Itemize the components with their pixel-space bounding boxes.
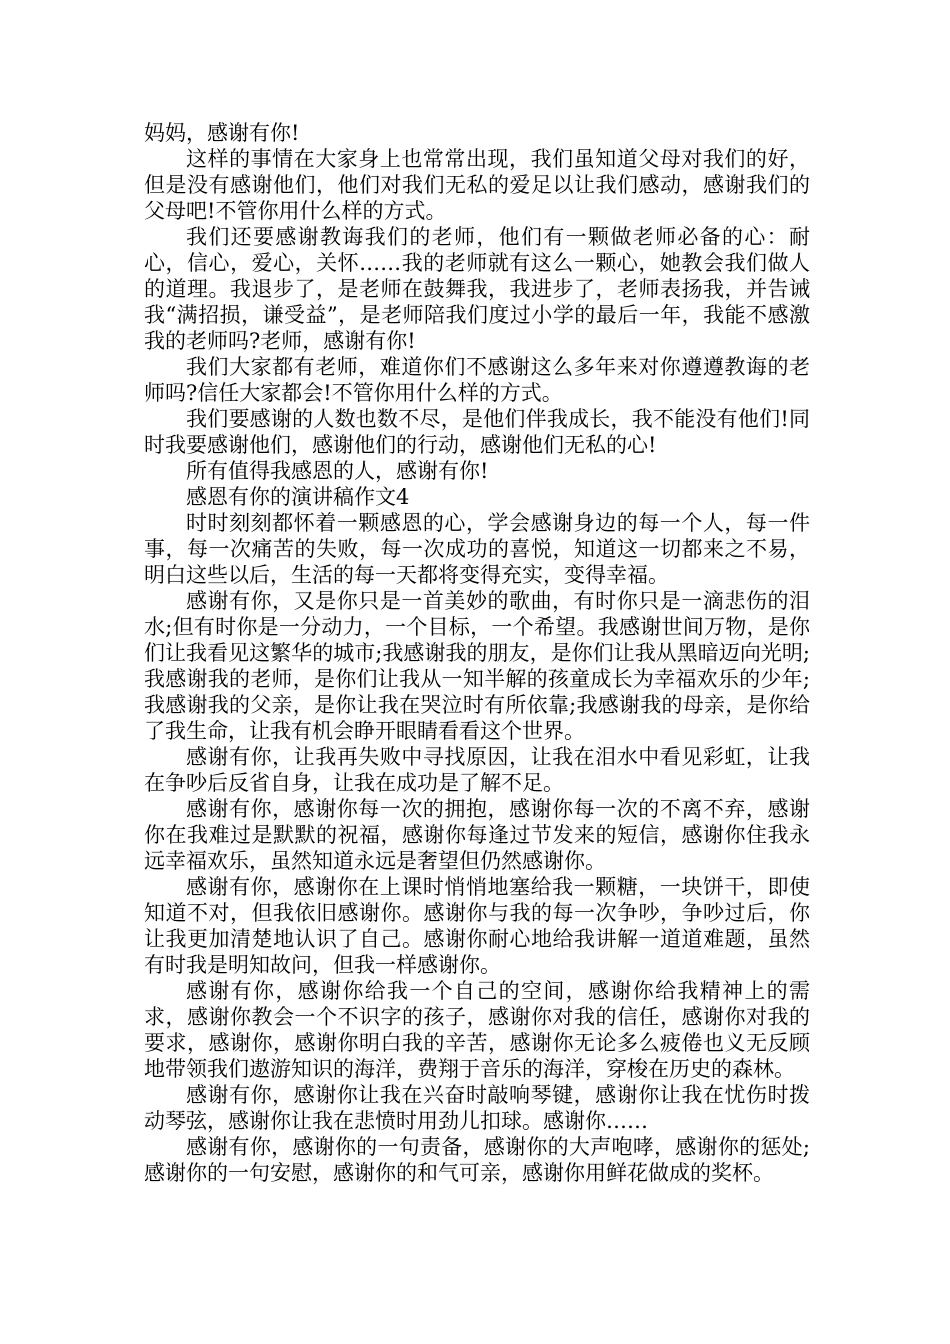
document-page: [144, 120, 810, 1186]
paragraph: 我们大家都有老师，难道你们不感谢这么多年来对你遵遵教诲的老师吗?信任大家都会!不管你用什么样的方式。: [144, 355, 810, 405]
paragraph: 我们还要感谢教诲我们的老师，他们有一颗做老师必备的心：耐心，信心，爱心，关怀……我的老师就有这么一颗心，她教会我们做人的道理。我退步了，是老师在鼓舞我，我进步了，老师表扬我，并告诫我“满招损，谦受益”，是老师陪我们度过小学的最后一年，我能不感激我的老师吗?老师，感谢有你!: [144, 225, 810, 353]
paragraph-closing-line: 妈妈，感谢有你!: [144, 121, 300, 145]
paragraph: 感谢有你，让我再失败中寻找原因，让我在泪水中看见彩虹，让我在争吵后反省自身，让我在成功是了解不足。: [144, 745, 810, 795]
paragraph: 感谢有你，感谢你每一次的拥抱，感谢你每一次的不离不弃，感谢你在我难过是默默的祝福，感谢你每逢过节发来的短信，感谢你住我永远幸福欢乐，虽然知道永远是奢望但仍然感谢你。: [144, 797, 810, 873]
paragraph: 所有值得我感恩的人，感谢有你!: [186, 459, 489, 483]
paragraph: 感谢有你，感谢你在上课时悄悄地塞给我一颗糖，一块饼干，即使知道不对，但我依旧感谢你。感谢你与我的每一次争吵，争吵过后，你让我更加清楚地认识了自己。感谢你耐心地给我讲解一道道难题，虽然有时我是明知故问，但我一样感谢你。: [144, 875, 810, 977]
paragraph: 我们要感谢的人数也数不尽，是他们伴我成长，我不能没有他们!同时我要感谢他们，感谢他们的行动，感谢他们无私的心!: [144, 407, 810, 457]
paragraph: 感谢有你，感谢你的一句责备，感谢你的大声咆哮，感谢你的惩处;感谢你的一句安慰，感谢你的和气可亲，感谢你用鲜花做成的奖杯。: [144, 1135, 810, 1185]
paragraph: 时时刻刻都怀着一颗感恩的心，学会感谢身边的每一个人，每一件事，每一次痛苦的失败，每一次成功的喜悦，知道这一切都来之不易，明白这些以后，生活的每一天都将变得充实，变得幸福。: [144, 511, 810, 587]
paragraph: 感谢有你，感谢你让我在兴奋时敲响琴键，感谢你让我在忧伤时拨动琴弦，感谢你让我在悲愤时用劲儿扣球。感谢你……: [144, 1083, 810, 1133]
section-heading: 感恩有你的演讲稿作文4: [186, 485, 410, 509]
paragraph: 感谢有你，又是你只是一首美妙的歌曲，有时你只是一滴悲伤的泪水;但有时你是一分动力，一个目标，一个希望。我感谢世间万物，是你们让我看见这繁华的城市;我感谢我的朋友，是你们让我从黑暗迈向光明;我感谢我的老师，是你们让我从一知半解的孩童成长为幸福欢乐的少年;我感谢我的父亲，是你让我在哭泣时有所依靠;我感谢我的母亲，是你给了我生命，让我有机会睁开眼睛看看这个世界。: [144, 589, 810, 743]
paragraph: 这样的事情在大家身上也常常出现，我们虽知道父母对我们的好，但是没有感谢他们，他们对我们无私的爱足以让我们感动，感谢我们的父母吧!不管你用什么样的方式。: [144, 147, 810, 223]
paragraph: 感谢有你，感谢你给我一个自己的空间，感谢你给我精神上的需求，感谢你教会一个不识字的孩子，感谢你对我的信任，感谢你对我的要求，感谢你，感谢你明白我的辛苦，感谢你无论多么疲倦也义无反顾地带领我们遨游知识的海洋，费翔于音乐的海洋，穿梭在历史的森林。: [144, 979, 810, 1081]
